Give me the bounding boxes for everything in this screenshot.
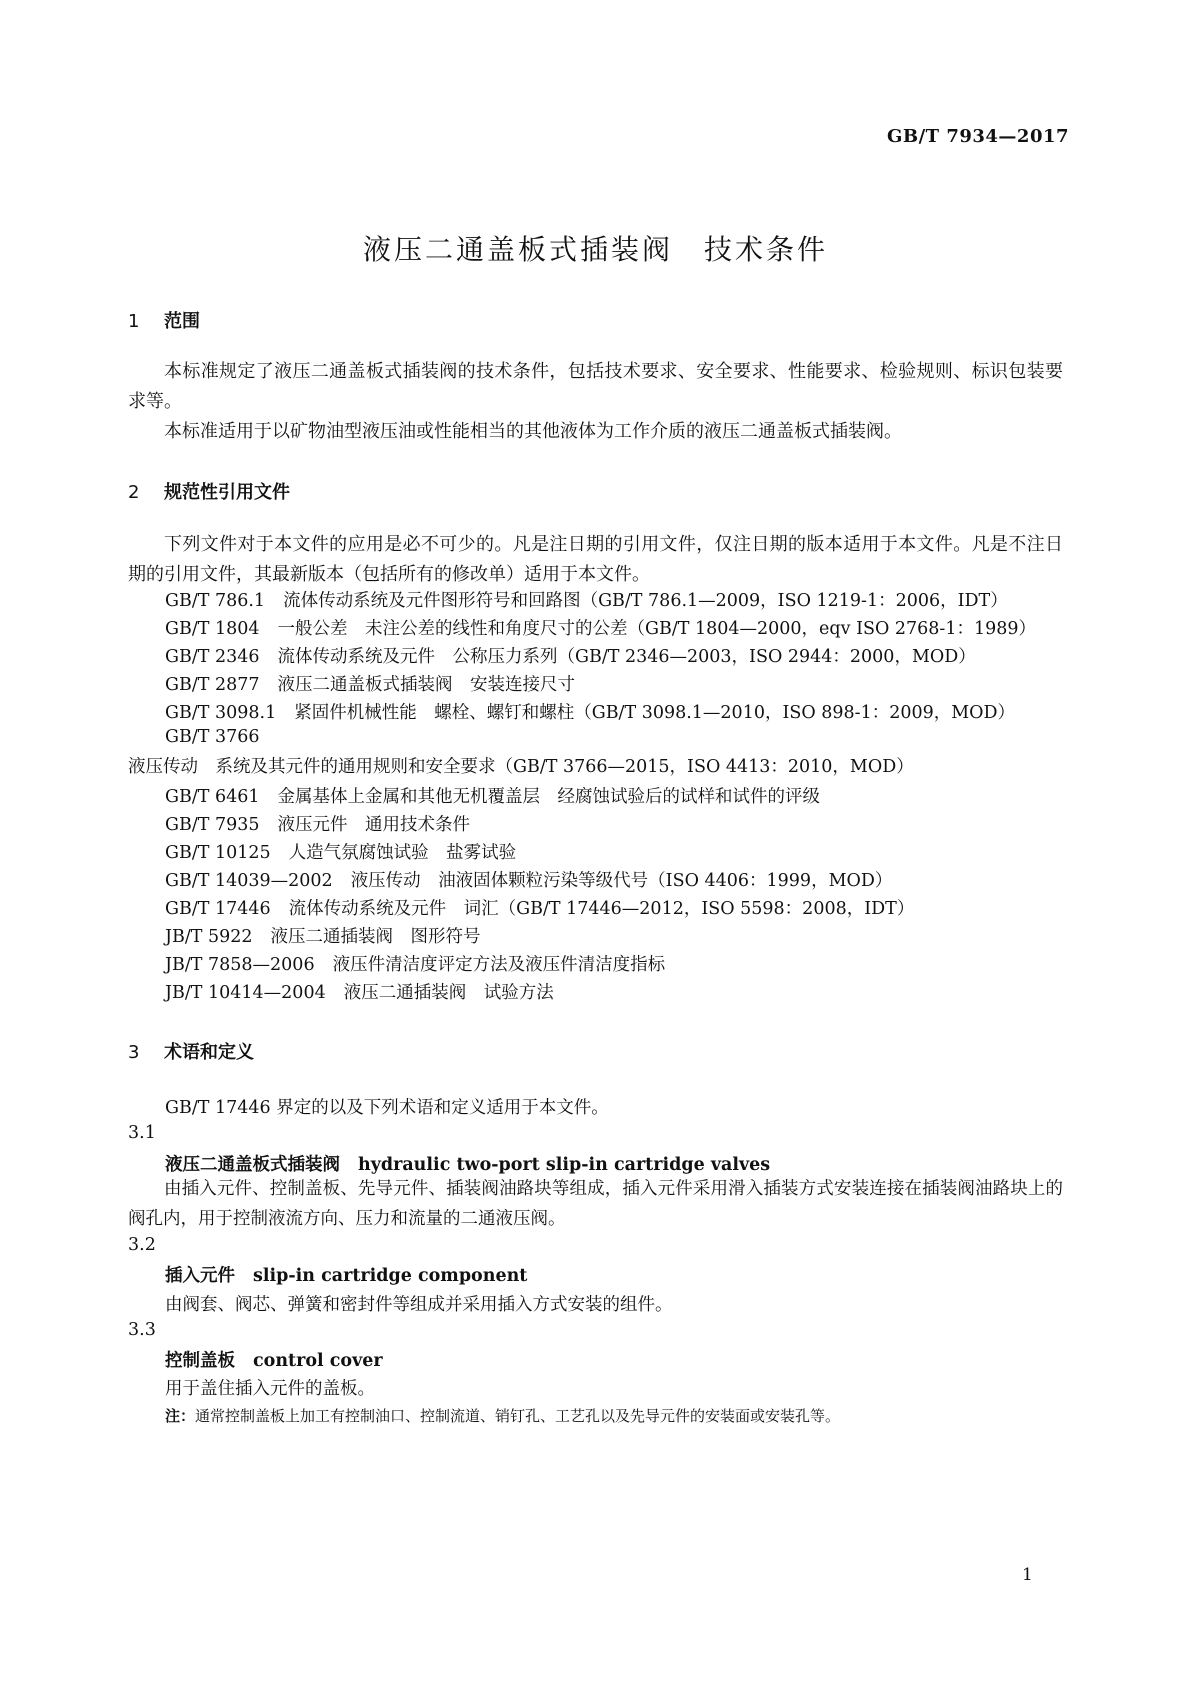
reference-title: 紧固件机械性能 螺栓、螺钉和螺柱（GB/T 3098.1—2010，ISO 898-1：2009，MOD）	[294, 703, 1016, 723]
reference-item	[165, 587, 1008, 612]
reference-title: 流体传动系统及元件 公称压力系列（GB/T 2346—2003，ISO 2944：2000，MOD）	[277, 647, 976, 667]
reference-code: GB/T 10125	[165, 843, 271, 863]
scope-paragraph-1: 本标准规定了液压二通盖板式插装阀的技术条件，包括技术要求、安全要求、性能要求、检验规则、标识包装要求等。	[128, 361, 1063, 412]
term-number: 3.1	[128, 1123, 156, 1143]
section-number: 1	[128, 311, 140, 332]
reference-code: GB/T 6461	[165, 787, 260, 807]
section-title: 规范性引用文件	[164, 482, 290, 503]
reference-item	[165, 895, 914, 920]
term-name-cn: 液压二通盖板式插装阀	[165, 1155, 340, 1175]
reference-item	[165, 615, 1036, 640]
section-number: 3	[128, 1042, 140, 1063]
reference-title: 液压传动 油液固体颗粒污染等级代号（ISO 4406：1999，MOD）	[350, 871, 893, 891]
note-text: 通常控制盖板上加工有控制油口、控制流道、销钉孔、工艺孔以及先导元件的安装面或安装孔等。	[195, 1407, 841, 1425]
scope-paragraph-2: 本标准适用于以矿物油型液压油或性能相当的其他液体为工作介质的液压二通盖板式插装阀。	[164, 421, 902, 442]
term-name-en: hydraulic two-port slip-in cartridge valves	[358, 1155, 771, 1175]
reference-item	[165, 671, 575, 696]
document-title: 液压二通盖板式插装阀 技术条件	[362, 233, 828, 266]
reference-title: 液压二通插装阀 图形符号	[270, 927, 481, 947]
term-note	[165, 1405, 840, 1426]
term-name-cn: 插入元件	[165, 1266, 235, 1286]
note-label: 注：	[165, 1407, 196, 1425]
reference-code: GB/T 14039—2002	[165, 871, 333, 891]
reference-title: 液压件清洁度评定方法及液压件清洁度指标	[332, 955, 666, 975]
reference-code: JB/T 10414—2004	[165, 983, 326, 1003]
term-heading	[165, 1262, 527, 1287]
reference-item	[128, 722, 1063, 782]
reference-item	[165, 951, 665, 976]
reference-title: 液压传动 系统及其元件的通用规则和安全要求（GB/T 3766—2015，ISO 4413：2010，MOD）	[128, 757, 914, 777]
norm-refs-intro: 下列文件对于本文件的应用是必不可少的。凡是注日期的引用文件，仅注日期的版本适用于本文件。凡是不注日期的引用文件，其最新版本（包括所有的修改单）适用于本文件。	[128, 534, 1063, 585]
section-title: 范围	[164, 311, 200, 332]
terms-intro: GB/T 17446 界定的以及下列术语和定义适用于本文件。	[165, 1098, 609, 1118]
reference-item	[165, 867, 892, 892]
reference-title: 液压元件 通用技术条件	[277, 815, 471, 835]
reference-item	[165, 699, 1015, 724]
reference-code: JB/T 7858—2006	[165, 955, 315, 975]
reference-code: JB/T 5922	[165, 927, 253, 947]
reference-code: GB/T 3766	[165, 727, 260, 747]
reference-title: 流体传动系统及元件 词汇（GB/T 17446—2012，ISO 5598：2008，IDT）	[288, 899, 915, 919]
reference-code: GB/T 2346	[165, 647, 260, 667]
term-definition: 由插入元件、控制盖板、先导元件、插装阀油路块等组成，插入元件采用滑入插装方式安装连接在插装阀油路块上的阀孔内，用于控制液流方向、压力和流量的二通液压阀。	[128, 1179, 1063, 1229]
reference-item	[165, 923, 481, 948]
section-3-heading	[128, 1038, 254, 1064]
reference-code: GB/T 7935	[165, 815, 260, 835]
reference-code: GB/T 786.1	[165, 591, 266, 611]
section-title: 术语和定义	[164, 1042, 254, 1063]
term-name-cn: 控制盖板	[165, 1351, 235, 1371]
reference-item	[165, 783, 820, 808]
term-heading	[165, 1347, 383, 1372]
term-number: 3.3	[128, 1320, 156, 1340]
term-name-en: slip-in cartridge component	[253, 1266, 528, 1286]
term-number: 3.2	[128, 1235, 156, 1255]
reference-code: GB/T 3098.1	[165, 703, 277, 723]
section-2-heading	[128, 478, 290, 504]
section-1-heading	[128, 307, 200, 333]
reference-code: GB/T 17446	[165, 899, 271, 919]
reference-title: 一般公差 未注公差的线性和角度尺寸的公差（GB/T 1804—2000，eqv ISO 2768-1：1989）	[277, 619, 1036, 639]
reference-title: 流体传动系统及元件图形符号和回路图（GB/T 786.1—2009，ISO 1219-1：2006，IDT）	[283, 591, 1008, 611]
term-heading	[165, 1151, 770, 1176]
reference-title: 金属基体上金属和其他无机覆盖层 经腐蚀试验后的试样和试件的评级	[277, 787, 821, 807]
term-definition: 由阀套、阀芯、弹簧和密封件等组成并采用插入方式安装的组件。	[165, 1295, 673, 1315]
term-definition: 用于盖住插入元件的盖板。	[165, 1379, 375, 1399]
section-number: 2	[128, 482, 140, 503]
reference-code: GB/T 1804	[165, 619, 260, 639]
reference-title: 人造气氛腐蚀试验 盐雾试验	[288, 843, 517, 863]
reference-title: 液压二通插装阀 试验方法	[343, 983, 554, 1003]
reference-item	[165, 839, 516, 864]
standard-number: GB/T 7934—2017	[887, 126, 1070, 147]
reference-item	[165, 643, 976, 668]
term-name-en: control cover	[253, 1351, 383, 1371]
reference-title: 液压二通盖板式插装阀 安装连接尺寸	[277, 675, 576, 695]
reference-item	[165, 811, 470, 836]
reference-item	[165, 979, 554, 1004]
page-number: 1	[1022, 1565, 1033, 1585]
reference-code: GB/T 2877	[165, 675, 260, 695]
